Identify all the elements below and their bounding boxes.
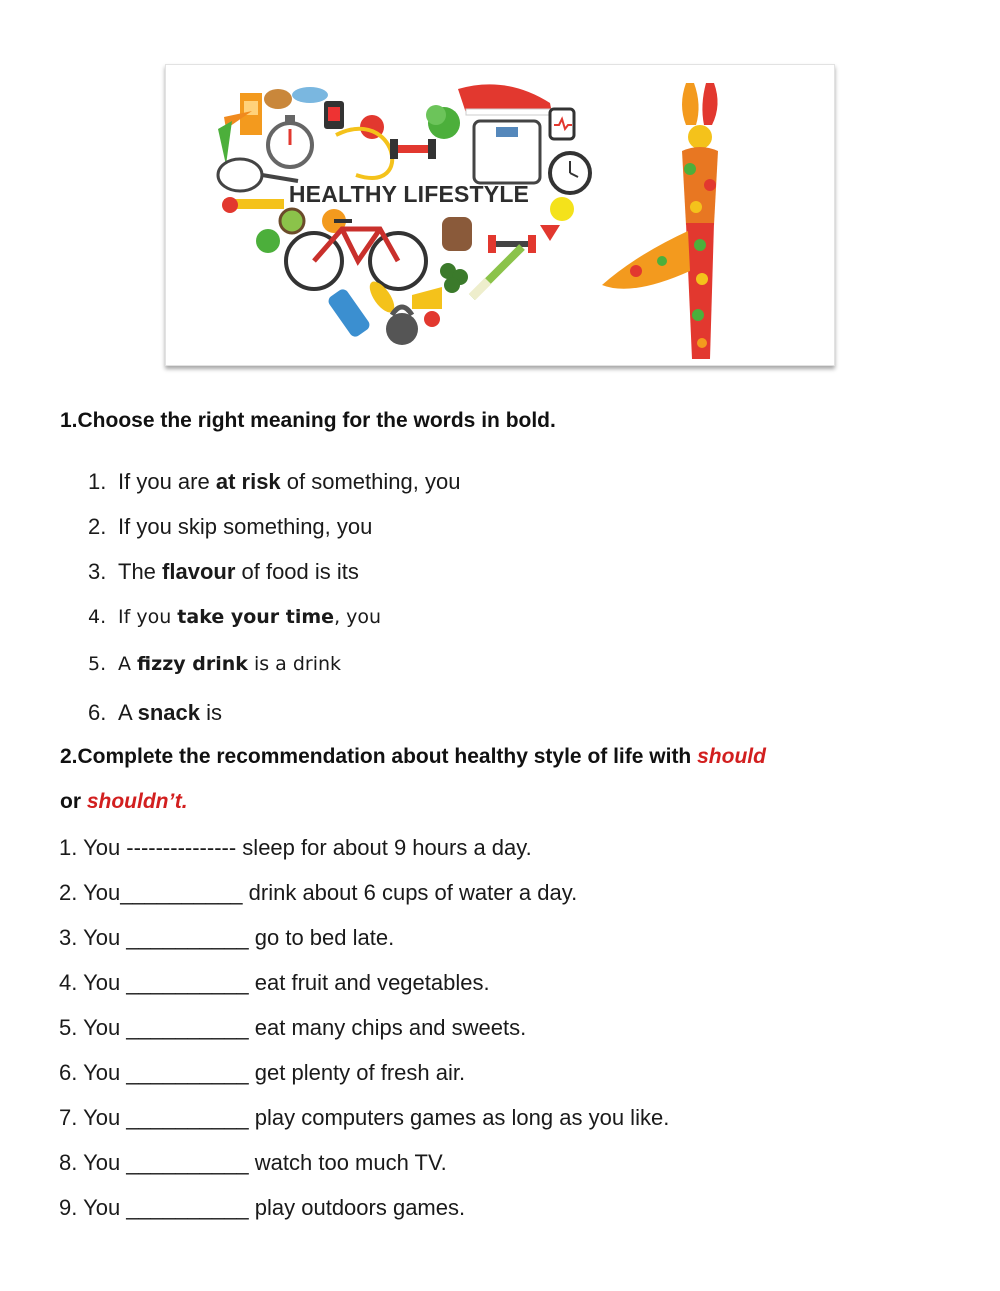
shouldnt-keyword: shouldn’t. [86,790,188,813]
healthy-lifestyle-banner [165,64,835,366]
bold-word: flavour [162,559,236,584]
item-text: A [118,700,138,725]
strawberry-icon [540,225,560,241]
bold-word: at risk [215,469,281,494]
tomato-icon [424,311,440,327]
banner-illustration [166,65,834,365]
question2-item: 9. You __________ play outdoors games. [59,1195,466,1220]
question2-item: 8. You __________ watch too much TV. [59,1150,447,1175]
question1-item [88,514,372,540]
dumbbell-small-icon [488,235,536,253]
question2-item: 7. You __________ play computers games as long as you like. [59,1105,670,1130]
boxing-glove-icon [442,217,472,251]
bold-word: take your time [177,606,335,628]
bold-word: fizzy drink [137,653,248,675]
question1-item [88,700,222,726]
dumbbell-icon [390,139,436,159]
item-number: 3. [88,559,107,584]
heading-text: or [60,790,87,813]
heart-rate-watch-icon [550,109,574,139]
item-text: , you [334,606,382,628]
water-bottle-icon [326,287,372,339]
bold-word: snack [137,700,200,725]
question2-item: 4. You __________ eat fruit and vegetables. [59,970,490,995]
yoga-figure-icon [602,83,718,359]
heading-text: 2.Complete the recommendation about healthy style of life with [60,745,698,768]
question2-item: 2. You__________ drink about 6 cups of water a day. [59,880,578,905]
heart-collage [218,84,590,345]
jump-rope-icon [336,129,392,178]
item-text: If you are [118,469,216,494]
stopwatch-icon [268,115,312,167]
smartwatch-icon [324,101,344,129]
question2-item: 1. You --------------- sleep for about 9 hours a day. [59,835,532,860]
grapes-icon [440,263,468,293]
kettlebell-icon [386,307,418,345]
section1-heading: 1.Choose the right meaning for the words in bold. [60,409,556,432]
item-number: 4. [88,606,107,628]
broccoli-icon [256,229,280,253]
item-number: 1. [88,469,107,494]
item-text: If you [118,606,178,628]
lettuce-icon [426,105,460,139]
question2-item: 3. You __________ go to bed late. [59,925,395,950]
question1-item [88,559,359,585]
sneaker-icon [458,84,552,115]
bread-icon [264,89,292,109]
item-text: of something, you [280,469,461,494]
banner-title: HEALTHY LIFESTYLE [288,181,530,207]
item-text: is [199,700,222,725]
cheese-icon [412,287,442,309]
bicycle-icon [286,221,426,289]
should-keyword: should [697,745,766,768]
item-text: If you skip something, you [118,514,373,539]
item-number: 2. [88,514,107,539]
item-number: 5. [88,653,107,675]
question2-item: 5. You __________ eat many chips and sweets. [59,1015,527,1040]
item-text: A [118,653,138,675]
item-text: of food is its [235,559,359,584]
leek-icon [472,247,522,297]
question1-item [88,653,341,675]
kiwi-icon [280,209,304,233]
item-text: is a drink [247,653,342,675]
alarm-clock-icon [550,153,590,193]
water-glass-icon [292,87,328,103]
question1-item [88,606,381,628]
item-number: 6. [88,700,107,725]
scale-icon [474,121,540,183]
item-text: The [118,559,163,584]
section2-heading-line2 [60,790,188,814]
question2-item: 6. You __________ get plenty of fresh air. [59,1060,466,1085]
section2-heading-line1 [60,745,766,769]
question1-item [88,469,460,495]
